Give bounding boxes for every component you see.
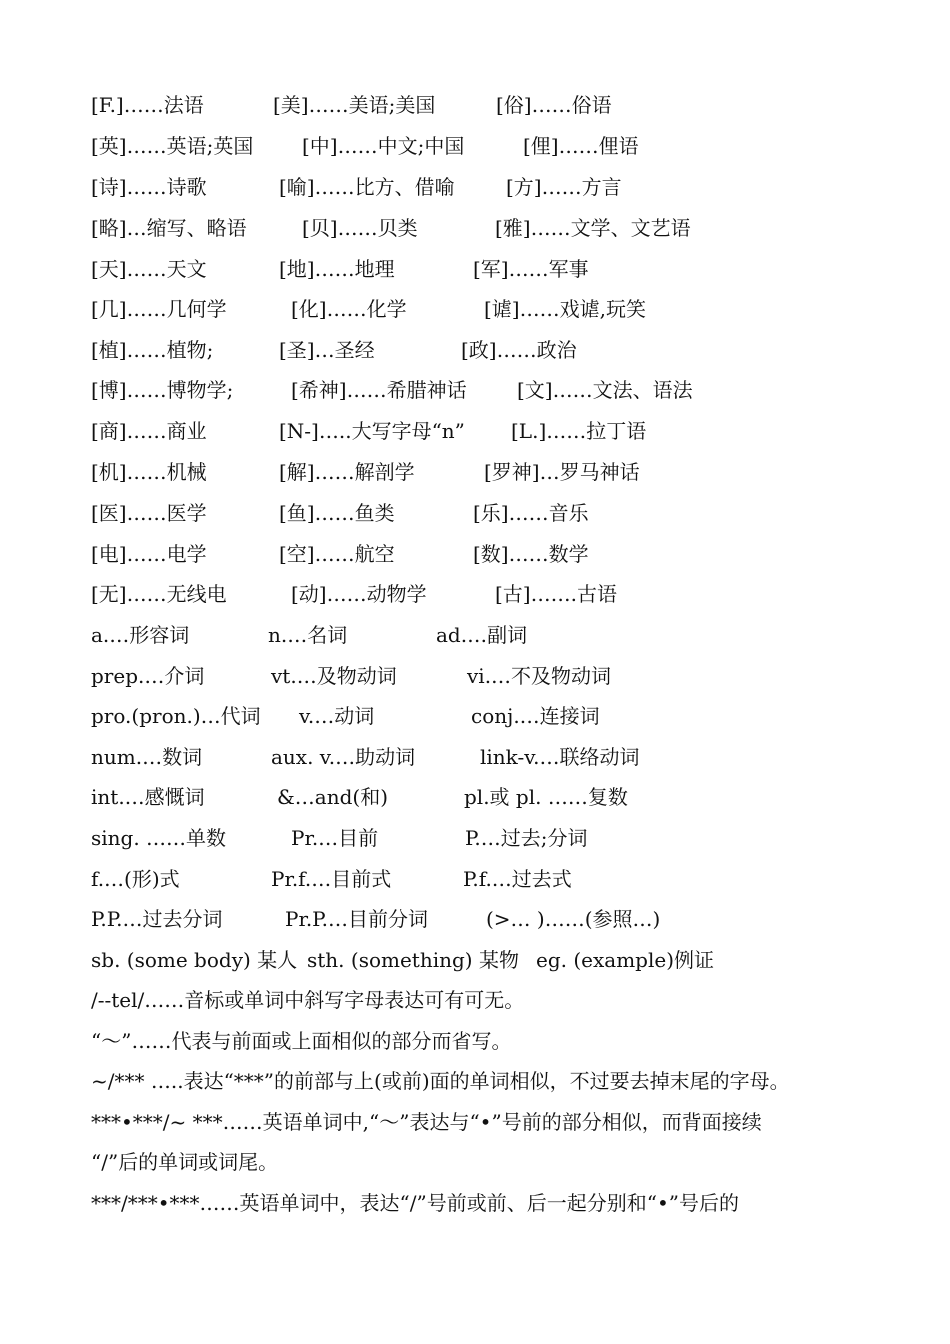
abbreviation-entry: int.…感慨词: [91, 785, 205, 809]
abbreviation-entry: [英]……英语;英国: [91, 134, 254, 158]
abbreviation-row: [91, 945, 891, 975]
abbreviation-entry: pl.或 pl. ……复数: [464, 785, 628, 809]
abbreviation-row: [91, 782, 891, 812]
abbreviation-row: [91, 661, 891, 691]
abbreviation-entry: [古]…….古语: [495, 582, 617, 606]
abbreviation-entry: eg. (example)例证: [536, 948, 714, 972]
abbreviation-entry: [空]……航空: [279, 542, 395, 566]
abbreviation-entry: v.…动词: [299, 704, 375, 728]
abbreviation-entry: [文]……文法、语法: [517, 378, 693, 402]
abbreviation-entry: [F.]……法语: [91, 93, 204, 117]
abbreviation-entry: &…and(和): [277, 785, 389, 809]
abbreviation-row: [91, 172, 891, 202]
abbreviation-entry: [N-]…..大写字母“n”: [279, 419, 465, 443]
abbreviation-entry: [商]……商业: [91, 419, 207, 443]
abbreviation-entry: [贝]……贝类: [302, 216, 418, 240]
abbreviation-entry: vt.…及物动词: [271, 664, 397, 688]
abbreviation-entry: [俗]……俗语: [496, 93, 612, 117]
abbreviation-row: [91, 904, 891, 934]
abbreviation-entry: Pr.…目前: [291, 826, 379, 850]
tilde-note: “～”……代表与前面或上面相似的部分而省写。: [91, 1029, 512, 1053]
abbreviation-row: [91, 375, 891, 405]
abbreviation-entry: P.f.…过去式: [463, 867, 572, 891]
abbreviation-entry: (>… )……(参照…): [486, 907, 661, 931]
abbreviation-entry: sth. (something) 某物: [307, 948, 519, 972]
abbreviation-entry: [政]……政治: [461, 338, 577, 362]
abbreviation-row: [91, 864, 891, 894]
abbreviation-entry: [希神]……希腊神话: [291, 378, 467, 402]
abbreviation-entry: ad.…副词: [436, 623, 528, 647]
abbreviation-entry: conj.…连接词: [471, 704, 600, 728]
abbreviation-row: [91, 498, 891, 528]
abbreviation-entry: vi.…不及物动词: [467, 664, 612, 688]
abbreviation-entry: [雅]……文学、文艺语: [495, 216, 691, 240]
abbreviation-entry: Pr.f.…目前式: [271, 867, 392, 891]
abbreviation-row: [91, 620, 891, 650]
abbreviation-entry: [圣]…圣经: [279, 338, 375, 362]
slash-note: ***/***•***……英语单词中，表达“/”号前或前、后一起分别和“•”号后的: [91, 1191, 739, 1215]
abbreviation-row: [91, 335, 891, 365]
abbreviation-entry: [天]……天文: [91, 257, 207, 281]
abbreviation-entry: [机]……机械: [91, 460, 207, 484]
dot-note-line-1: ***•***/~ ***……英语单词中,“～”表达与“•”号前的部分相似，而背面接续: [91, 1110, 762, 1134]
abbreviation-entry: [医]……医学: [91, 501, 207, 525]
abbreviation-entry: [博]……博物学;: [91, 378, 234, 402]
abbreviation-row: [91, 131, 891, 161]
abbreviation-row: [91, 823, 891, 853]
abbreviation-entry: [L.]……拉丁语: [511, 419, 647, 443]
abbreviation-entry: [美]……美语;美国: [273, 93, 436, 117]
abbreviation-entry: [军]……军事: [473, 257, 589, 281]
abbreviation-row: [91, 294, 891, 324]
star-note: ~/*** …..表达“***”的前部与上(或前)面的单词相似，不过要去掉末尾的字母。: [91, 1069, 790, 1093]
abbreviation-entry: sb. (some body) 某人: [91, 948, 298, 972]
abbreviation-entry: [几]……几何学: [91, 297, 227, 321]
abbreviation-entry: P.…过去;分词: [465, 826, 588, 850]
abbreviation-entry: [鱼]……鱼类: [279, 501, 395, 525]
abbreviation-entry: [植]……植物;: [91, 338, 214, 362]
abbreviation-row: [91, 254, 891, 284]
abbreviation-entry: f.…(形)式: [91, 867, 180, 891]
abbreviation-entry: [略]…缩写、略语: [91, 216, 247, 240]
abbreviation-entry: [数]……数学: [473, 542, 589, 566]
abbreviation-row: [91, 701, 891, 731]
abbreviation-entry: [谑]……戏谑,玩笑: [484, 297, 646, 321]
abbreviation-entry: n.…名词: [268, 623, 348, 647]
abbreviation-entry: [解]……解剖学: [279, 460, 415, 484]
tel-note: /--tel/……音标或单词中斜写字母表达可有可无。: [91, 988, 525, 1012]
abbreviation-row: [91, 579, 891, 609]
abbreviation-entry: num.…数词: [91, 745, 203, 769]
abbreviation-entry: [动]……动物学: [291, 582, 427, 606]
abbreviation-entry: [电]……电学: [91, 542, 207, 566]
abbreviation-row: [91, 213, 891, 243]
abbreviation-entry: Pr.P.…目前分词: [285, 907, 428, 931]
abbreviation-entry: [中]……中文;中国: [302, 134, 465, 158]
abbreviation-entry: [无]……无线电: [91, 582, 227, 606]
abbreviation-entry: [喻]……比方、借喻: [279, 175, 455, 199]
abbreviation-entry: [地]……地理: [279, 257, 395, 281]
abbreviation-entry: prep.…介词: [91, 664, 205, 688]
abbreviation-entry: link-v.…联络动词: [480, 745, 640, 769]
abbreviation-entry: sing. ……单数: [91, 826, 227, 850]
abbreviation-row: [91, 416, 891, 446]
abbreviation-entry: aux. v.…助动词: [271, 745, 416, 769]
dot-note-line-2: “/”后的单词或词尾。: [91, 1150, 279, 1174]
abbreviation-row: [91, 742, 891, 772]
abbreviation-entry: a.…形容词: [91, 623, 190, 647]
abbreviation-row: [91, 539, 891, 569]
abbreviation-entry: [俚]……俚语: [523, 134, 639, 158]
abbreviation-row: [91, 457, 891, 487]
abbreviation-entry: [方]……方言: [506, 175, 622, 199]
abbreviation-entry: [诗]……诗歌: [91, 175, 207, 199]
abbreviation-entry: [乐]……音乐: [473, 501, 589, 525]
abbreviation-entry: [罗神]…罗马神话: [484, 460, 640, 484]
abbreviation-entry: pro.(pron.)…代词: [91, 704, 261, 728]
abbreviation-entry: [化]……化学: [291, 297, 407, 321]
abbreviation-row: [91, 90, 891, 120]
abbreviation-entry: P.P.…过去分词: [91, 907, 223, 931]
